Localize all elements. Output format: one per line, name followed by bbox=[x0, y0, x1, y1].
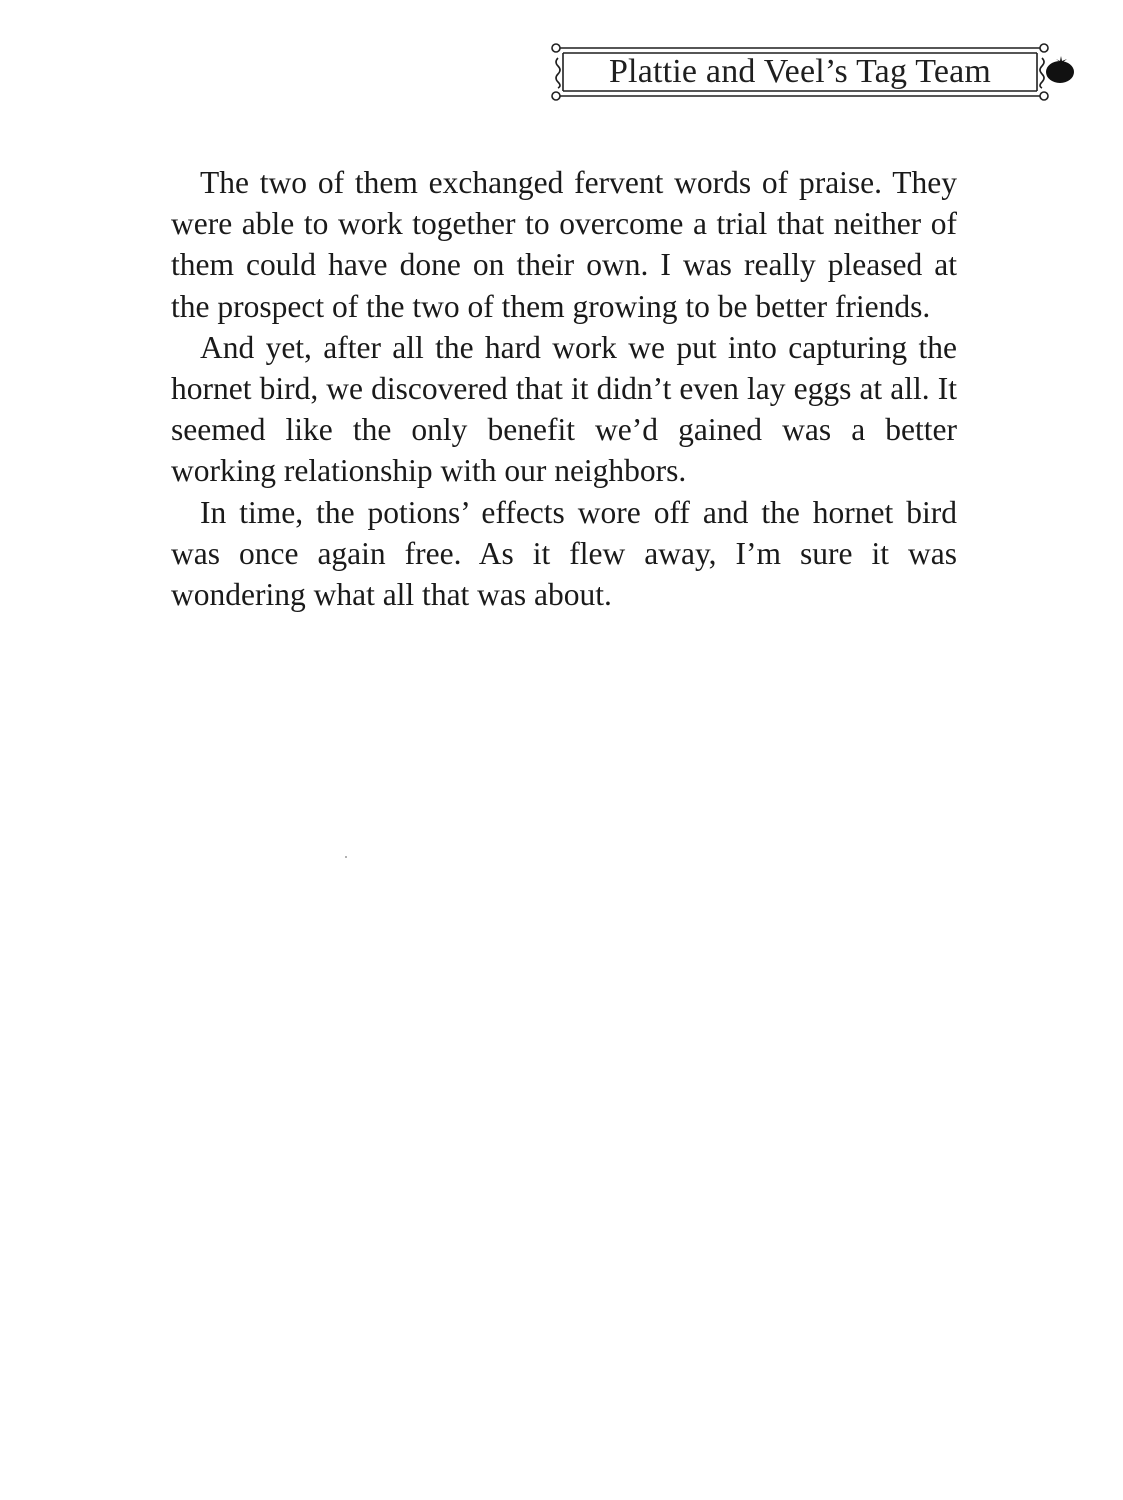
paragraph: In time, the potions’ effects wore off and the hornet bird was once again free. As it flew away, I’m sure it was wondering what all that was about. bbox=[171, 494, 957, 613]
tomato-icon bbox=[1043, 52, 1077, 86]
body-text bbox=[171, 162, 957, 615]
stray-mark bbox=[345, 856, 347, 858]
paragraph: The two of them exchanged fervent words of praise. They were able to work together to overcome a trial that neither of them could have done on their own. I was really pleased at the prospect of the two of them growing to be better friends. bbox=[171, 165, 957, 324]
running-header bbox=[550, 42, 1075, 102]
paragraph: And yet, after all the hard work we put into capturing the hornet bird, we discovered that it didn’t even lay eggs at all. It seemed like the only benefit we’d gained was a better working relationship with our neighbors. bbox=[171, 329, 957, 489]
running-header-title: Plattie and Veel’s Tag Team bbox=[608, 53, 992, 90]
